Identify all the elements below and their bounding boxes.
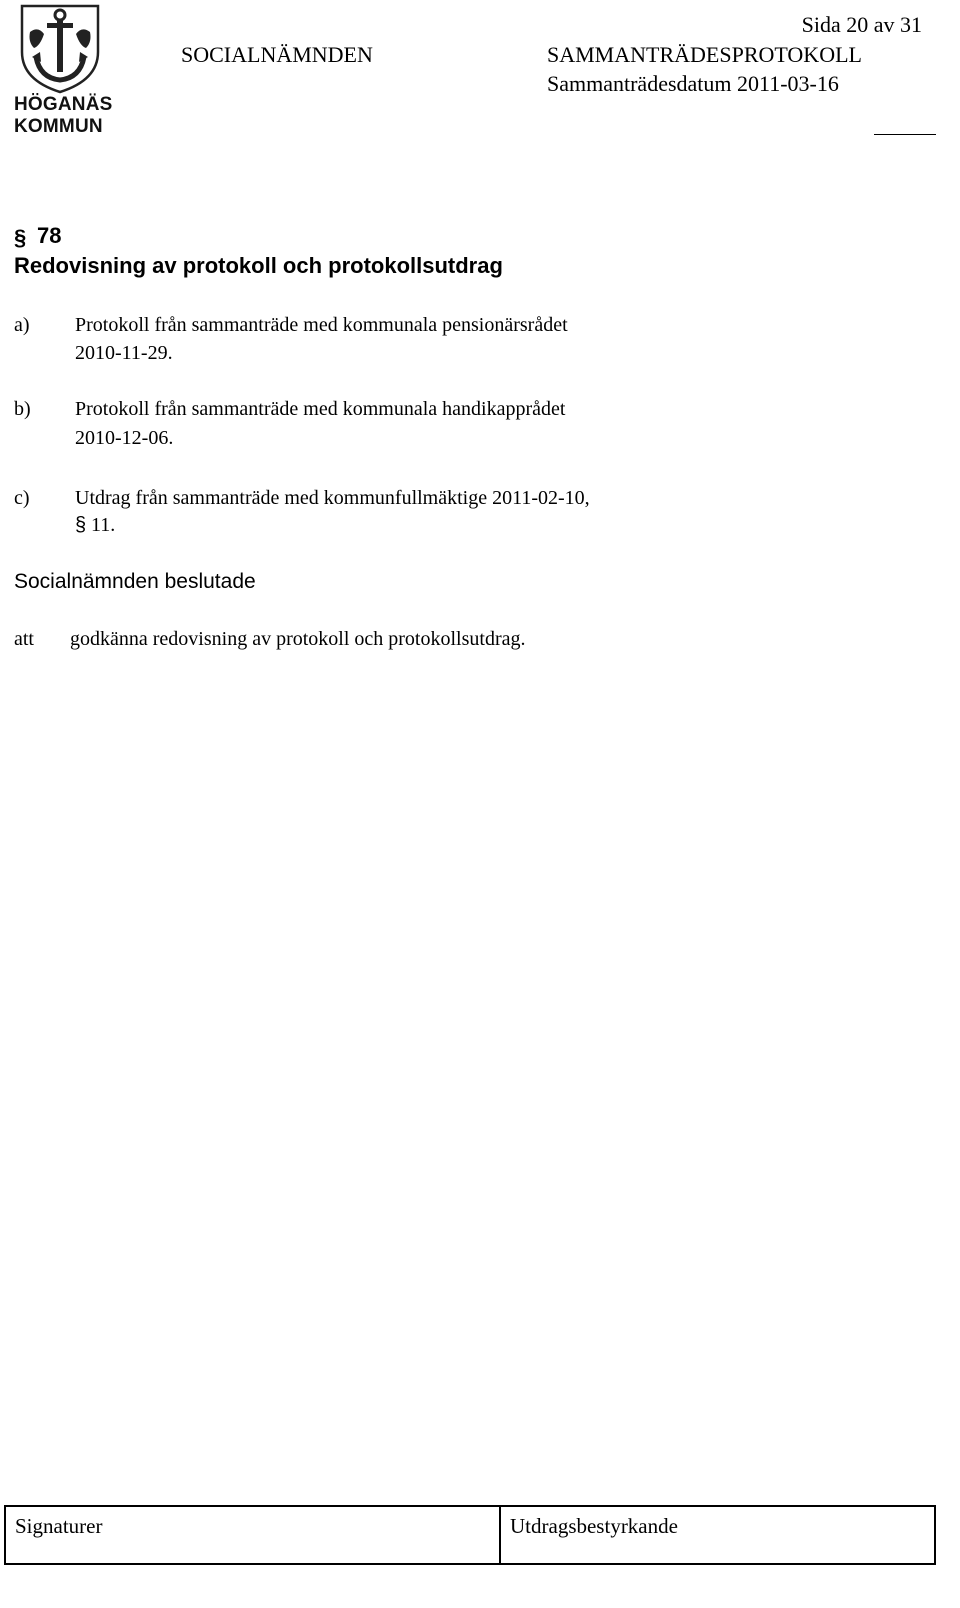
decision-text: godkänna redovisning av protokoll och protokollsutdrag.: [70, 628, 526, 650]
item-c-marker: c): [14, 487, 30, 509]
protocol-type: SAMMANTRÄDESPROTOKOLL: [547, 42, 862, 67]
logo-line-1: HÖGANÄS: [14, 94, 113, 115]
item-b-date: 2010-12-06.: [75, 427, 174, 449]
decision-heading: Socialnämnden beslutade: [14, 570, 256, 593]
section-number: 78: [37, 223, 62, 248]
item-b-text: Protokoll från sammanträde med kommunala handikapprådet: [75, 398, 566, 420]
item-a-date: 2010-11-29.: [75, 342, 173, 364]
municipality-logo: [14, 2, 114, 140]
committee-name: SOCIALNÄMNDEN: [181, 42, 373, 67]
signatures-label: Signaturer: [15, 1514, 103, 1538]
certification-label: Utdragsbestyrkande: [510, 1514, 678, 1538]
item-c-section-mark: §: [75, 514, 87, 536]
signatures-box: [4, 1505, 501, 1565]
anchor-coat-of-arms-icon: [14, 2, 106, 94]
item-a-text: Protokoll från sammanträde med kommunala pensionärsrådet: [75, 314, 568, 336]
page-number: Sida 20 av 31: [801, 12, 922, 37]
section-mark: §: [14, 225, 27, 250]
item-a-marker: a): [14, 314, 30, 336]
item-c-text: Utdrag från sammanträde med kommunfullmäktige 2011-02-10,: [75, 487, 590, 509]
meeting-date: Sammanträdesdatum 2011-03-16: [547, 71, 839, 96]
item-c-paragraph: 11.: [91, 514, 116, 536]
decision-att: att: [14, 628, 34, 650]
header-divider: [874, 134, 936, 135]
section-title: Redovisning av protokoll och protokollsutdrag: [14, 253, 503, 278]
item-b-marker: b): [14, 398, 31, 420]
logo-line-2: KOMMUN: [14, 116, 103, 137]
certification-box: [499, 1505, 936, 1565]
